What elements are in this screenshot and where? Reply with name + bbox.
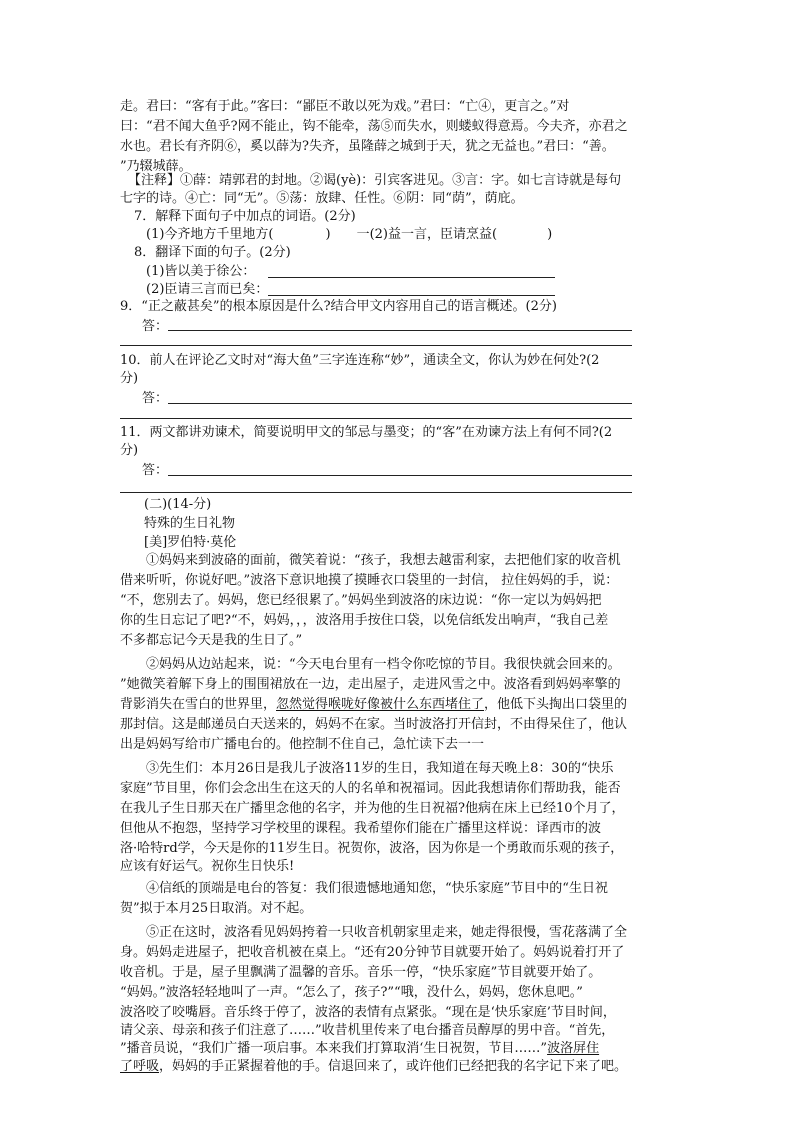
paragraph-2-line [120, 696, 680, 713]
paragraph-1-line: ①妈妈来到波硌的面前，微笑着说：“孩子，我想去越雷利家，去把他们家的收音机 [146, 553, 621, 568]
question-9-stem: 9．“正之蔽甚矣”的根本原因是什么?结合甲文内容用自己的语言概述。(2分) [120, 299, 557, 314]
annotation-line: 【注释】①薛：靖郭君的封地。②谒(yè)：引宾客进见。③言：字。如七言诗就是每句 [128, 173, 622, 188]
paragraph-5-line [120, 1040, 680, 1057]
paragraph-5-line: 波洛咬了咬嘴唇。音乐终于停了，波洛的表情有点紧张。“现在是‘快乐家庭’节目时间， [120, 1005, 616, 1020]
paragraph-3-line: 在我儿子生日那天在广播里念他的名字，并为他的生日祝福?他病在床上已经10个月了， [120, 801, 625, 816]
question-7-part1: (1)今齐地方千里地方( [146, 227, 274, 242]
story-author: [美]罗伯特·莫伦 [144, 535, 237, 550]
passage-a-line: 走。君曰：“客有于此。”客曰：“鄙臣不敢以死为戏。”君曰：“亡④，更言之。”对 [120, 99, 570, 114]
paragraph-5-line: 身。妈妈走进屋子，把收音机被在桌上。“还有20分钟节目就要开始了。妈妈说着打开了 [120, 945, 625, 960]
question-11-stem: 11．两文都讲劝谏术，简要说明甲文的邹忌与墨变；的“客”在劝谏方法上有何不同?(2 [120, 425, 613, 440]
paragraph-3-line: 但他从不抱怨，坚持学习学校里的课程。我希望你们能在广播里这样说：译西市的波 [120, 821, 602, 836]
paragraph-1-line: 借来听听，你说好吧。”波洛下意识地摸了摸睡衣口袋里的一封信， 拉住妈妈的手，说： [120, 573, 619, 588]
paragraph-5-line: 收音机。于是，屋子里飘满了温馨的音乐。音乐一停，“快乐家庭”节目就要开始了。 [120, 965, 602, 980]
paragraph-5-line [120, 1058, 680, 1075]
question-7-part1-close: ) [325, 227, 331, 242]
answer-line[interactable] [168, 403, 632, 404]
question-10-answer-label: 答： [142, 391, 169, 406]
story-title: 特殊的生日礼物 [144, 516, 236, 531]
paragraph-2-text: ，他低下头掏出口袋里的 [484, 697, 628, 712]
paragraph-5-line: “妈妈。”波洛轻轻地叫了一声。“怎么了，孩子?”“哦，没什么，妈妈，您休息吧。” [120, 985, 583, 1000]
question-11-answer-label: 答： [142, 463, 169, 478]
answer-line[interactable] [268, 277, 555, 278]
answer-line[interactable] [120, 418, 632, 419]
answer-line[interactable] [168, 475, 632, 476]
question-7-part2: 一(2)益一言，臣请烹益( [356, 227, 498, 242]
answer-line[interactable] [268, 295, 555, 296]
paragraph-4-line: ④信纸的顶端是电台的答复：我们很遗憾地通知您，“快乐家庭”节目中的“生日祝 [146, 881, 608, 896]
answer-line[interactable] [120, 492, 632, 493]
paragraph-1-line: 你的生日忘记了吧?“不，妈妈，，，波洛用手按住口袋，以免信纸发出响声，“我自己差 [120, 613, 609, 628]
question-10-stem: 10．前人在评论乙文时对“海大鱼”三字连连称“妙”，通读全文，你认为妙在何处?(2 [120, 353, 600, 368]
paragraph-5-text: ”播音员说，“我们广播一项启事。本来我们打算取消‘生日祝贺，节目……” [120, 1041, 548, 1056]
question-8-stem: 8．翻译下面的句子。(2分) [134, 245, 291, 260]
paragraph-2-line: 出是妈妈写给市广播电台的。他控制不住自己，急忙读下去一一 [120, 737, 485, 752]
passage-a-line: 曰：“君不闻大鱼乎?网不能止，钩不能牵，荡⑤而失水，则蝼蚁得意焉。今夫齐，亦君之 [120, 119, 628, 134]
paragraph-3-line: 洛·哈特rd学，今天是你的11岁生日。祝贺你，波洛，因为你是一个勇敢而乐观的孩子， [120, 841, 624, 856]
paragraph-2-line: 那封信。这是邮递员白天送来的，妈妈不在家。当时波洛打开信封，不由得呆住了，他认 [120, 717, 628, 732]
paragraph-5-text: ，妈妈的手正紧握着他的手。信退回来了，或许他们已经把我的名字记下来了吧。 [159, 1059, 628, 1074]
paragraph-3-line: 应该有好运气。祝你生日快乐! [120, 859, 295, 874]
underlined-sentence: 忽然觉得喉咙好像被什么东西堵住了 [276, 697, 485, 712]
section-heading: (二)(14-分) [144, 497, 212, 512]
question-9-answer-label: 答： [142, 319, 169, 334]
paragraph-5-line: ⑤正在这时，波洛看见妈妈挎着一只收音机朝家里走来，她走得很慢，雪花落满了全 [146, 925, 628, 940]
paragraph-1-line: 不多都忘记今天是我的生日了。” [120, 633, 303, 648]
underlined-sentence: 波洛屏住 [547, 1041, 600, 1056]
paragraph-1-line: “不，您别去了。妈妈，您已经很累了。”妈妈坐到波洛的床边说：“你一定以为妈妈把 [120, 593, 602, 608]
paragraph-5-line: 请父亲、母亲和孩子们注意了……”收昔机里传来了电台播音员醇厚的男中音。“首先， [120, 1023, 615, 1038]
question-7-stem: 7．解释下面句子中加点的词语。(2分) [134, 209, 356, 224]
paragraph-2-text: 背影消失在雪白的世界里， [120, 697, 277, 712]
paragraph-2-line: ②妈妈从边站起来，说：“今天电台里有一档令你吃惊的节目。我很快就会回来的。 [146, 657, 621, 672]
answer-line[interactable] [168, 330, 632, 331]
question-11-stem-cont: 分) [120, 443, 139, 458]
question-8-sentence-2: (2)臣请三言而已矣： [146, 282, 269, 297]
paragraph-3-line: ③先生们：本月26日是我儿子波洛11岁的生日，我知道在每天晚上8：30的“快乐 [146, 761, 614, 776]
question-10-stem-cont: 分) [120, 371, 139, 386]
passage-a-line: 水也。君长有齐阴⑥，奚以薛为?失齐，虽隆薛之城到于天，犹之无益也。”君曰：“善。 [120, 139, 615, 154]
passage-a-line: ”乃辍城薛。 [120, 159, 192, 174]
annotation-line: 七字的诗。④亡：同“无”。⑤荡：放肆、任性。⑥阴：同“荫”，荫庇。 [120, 191, 524, 206]
question-7-part2-close: ) [547, 227, 553, 242]
paragraph-4-line: 贺”拟于本月25日取消。对不起。 [120, 901, 313, 916]
paragraph-3-line: 家庭”节目里，你们会念出生在这天的人的名单和祝福词。因此我想请你们帮助我，能否 [120, 781, 621, 796]
underlined-sentence: 了呼吸 [120, 1059, 160, 1074]
question-7-items [146, 226, 686, 243]
paragraph-2-line: ”她微笑着解下身上的围围裙放在一边，走出屋子，走进风雪之中。波洛看到妈妈率擎的 [120, 677, 621, 692]
answer-line[interactable] [120, 345, 632, 346]
question-8-sentence-1: (1)皆以美于徐公： [146, 264, 256, 279]
